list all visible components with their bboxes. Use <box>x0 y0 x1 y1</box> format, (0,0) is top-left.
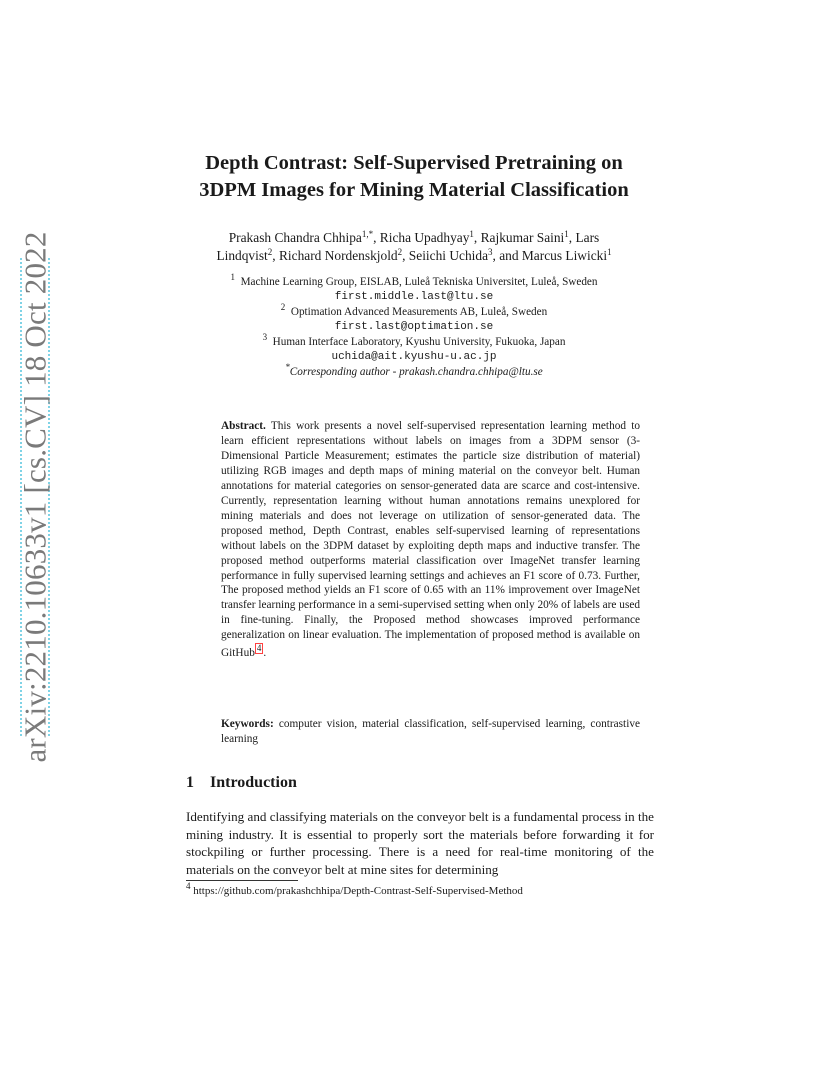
keywords-label: Keywords: <box>221 718 274 730</box>
author-affil-mark: 3 <box>488 247 493 257</box>
author-name: , Rajkumar Saini <box>473 230 565 245</box>
affiliation-2-email[interactable]: first.last@optimation.se <box>334 321 494 333</box>
affiliation-mark: 3 <box>262 332 268 342</box>
affiliations <box>150 272 678 380</box>
corresponding-author-text: Corresponding author - prakash.chandra.chhipa@ltu.se <box>289 366 543 378</box>
section-title: Introduction <box>210 774 297 791</box>
abstract-label: Abstract. <box>221 420 266 432</box>
author-name: Prakash Chandra Chhipa <box>228 230 362 245</box>
footnote <box>186 881 523 898</box>
author-name: , Richa Upadhyay <box>373 230 470 245</box>
author-name: , Seiichi Uchida <box>402 248 489 263</box>
affiliation-mark: 1 <box>230 272 235 282</box>
author-line-2 <box>186 247 642 265</box>
author-affil-mark: 2 <box>267 247 273 257</box>
keywords-text: computer vision, material classification, self-supervised learning, contrastive learning <box>221 718 640 745</box>
author-affil-mark: 1 <box>469 229 474 239</box>
paper-title <box>150 150 678 204</box>
author-name: , and Marcus Liwicki <box>492 248 608 263</box>
affiliation-mark: 2 <box>280 302 286 312</box>
affiliation-name: Machine Learning Group, EISLAB, Luleå Tekniska Universitet, Luleå, Sweden <box>240 276 598 288</box>
arxiv-identifier-text: arXiv:2210.10633v1 [cs.CV] 18 Oct 2022 <box>18 231 53 763</box>
author-name: , Richard Nordenskjold <box>272 248 398 263</box>
keywords <box>221 717 640 747</box>
author-name: , Lars <box>568 230 600 245</box>
author-list <box>186 229 642 265</box>
abstract-end: . <box>263 647 267 660</box>
footnote-divider <box>186 880 298 881</box>
affiliation-1 <box>150 272 678 290</box>
author-name: Lindqvist <box>216 248 268 263</box>
corresponding-mark: * <box>285 362 290 372</box>
affiliation-name: Human Interface Laboratory, Kyushu University, Fukuoka, Japan <box>272 336 566 348</box>
title-line-1: Depth Contrast: Self-Supervised Pretraining on <box>205 152 623 174</box>
arxiv-identifier[interactable] <box>18 231 54 763</box>
affiliation-3-email[interactable]: uchida@ait.kyushu-u.ac.jp <box>331 351 497 363</box>
section-heading <box>186 774 297 792</box>
author-line-1 <box>186 229 642 247</box>
introduction-paragraph: Identifying and classifying materials on the conveyor belt is a fundamental process in the mining industry. It is essential to properly sort the materials before forwarding it for stockpiling or further processing. There is a need for real-time monitoring of the materials on the conveyor belt at mine sites for determining <box>186 809 654 877</box>
abstract <box>221 419 640 661</box>
section-number: 1 <box>186 774 194 791</box>
footnote-mark: 4 <box>186 881 191 891</box>
author-affil-mark: 1,* <box>361 229 374 239</box>
author-affil-mark: 1 <box>607 247 612 257</box>
affiliation-3 <box>150 332 678 350</box>
footnote-url[interactable]: https://github.com/prakashchhipa/Depth-Contrast-Self-Supervised-Method <box>193 885 523 897</box>
affiliation-1-email[interactable]: first.middle.last@ltu.se <box>334 291 494 303</box>
affiliation-2 <box>150 302 678 320</box>
corresponding-author <box>150 362 678 380</box>
author-affil-mark: 2 <box>397 247 403 257</box>
title-line-2: 3DPM Images for Mining Material Classification <box>199 179 629 201</box>
footnote-reference-number: 4 <box>256 643 262 654</box>
affiliation-name: Optimation Advanced Measurements AB, Luleå, Sweden <box>290 306 548 318</box>
abstract-text: This work presents a novel self-supervised representation learning method to learn efficient representations without labels on images from a 3DPM sensor (3-Dimensional Particle Measurement; estimates the particle size distribution of material) utilizing RGB images and depth maps of mining material on the conveyor belt. Human annotations for material categories on sensor-generated data are scarce and cost-intensive. Currently, representation learning without human annotations remains unexplored for mining materials and does not leverage on utilization of sensor-generated data. The proposed method, Depth Contrast, enables self-supervised learning of representations without labels on the 3DPM dataset by exploiting depth maps and inductive transfer. The proposed method outperforms material classification over ImageNet transfer learning performance in fully supervised learning settings and achieves an F1 score of 0.73. Further, The proposed method yields an F1 score of 0.65 with an 11% improvement over ImageNet transfer learning performance in a semi-supervised setting when only 20% of labels are used in fine-tuning. Finally, the Proposed method showcases improved performance generalization on linear evaluation. The implementation of proposed method is available on GitHub <box>221 420 640 660</box>
author-affil-mark: 1 <box>564 229 569 239</box>
